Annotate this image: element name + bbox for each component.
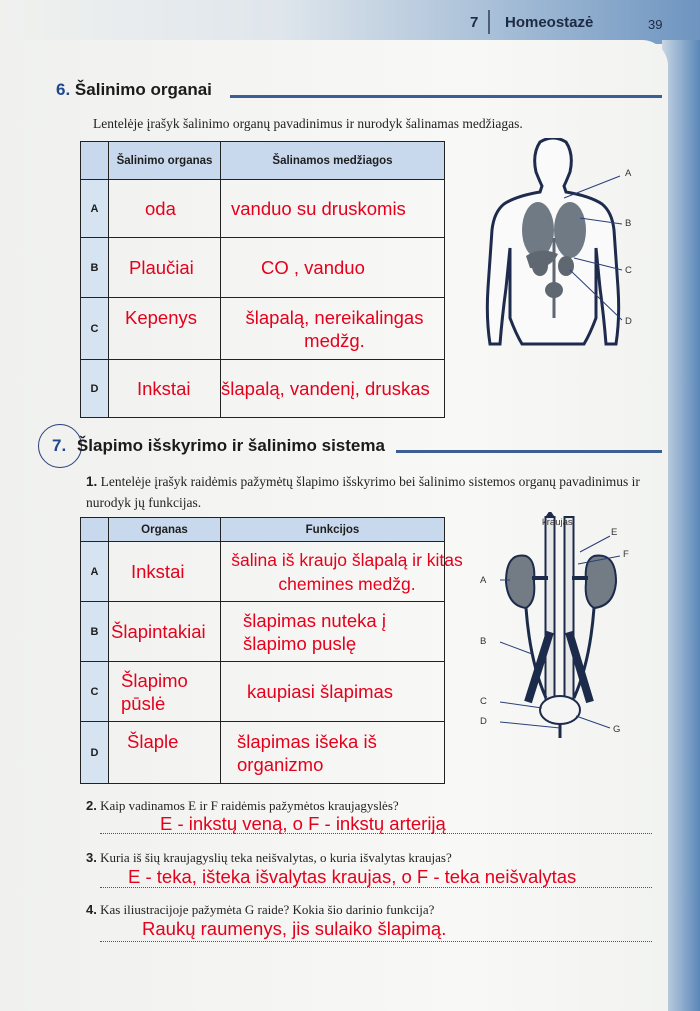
- figure-label-c: C: [480, 696, 487, 707]
- table-row: [81, 542, 445, 602]
- question-number: 4.: [86, 902, 97, 917]
- section6-title: Šalinimo organai: [74, 80, 212, 99]
- figure-label-a: A: [480, 575, 487, 586]
- question-2: [86, 798, 399, 814]
- figure-label-b: B: [625, 218, 632, 229]
- question-4-answer[interactable]: Raukų raumenys, jis sulaiko šlapimą.: [142, 918, 447, 939]
- q1-text: Lentelėje įrašyk raidėmis pažymėtų šlapimo išskyrimo bei šalinimo sistemos organų pavadinimus ir nurodyk jų funkcijas.: [86, 474, 640, 510]
- row-letter: B: [81, 602, 109, 662]
- figure-label-g: G: [613, 724, 621, 735]
- row-letter: C: [81, 662, 109, 722]
- table-corner: [81, 142, 109, 180]
- row-letter: A: [81, 542, 109, 602]
- section6-rule: [230, 95, 662, 98]
- organ-answer[interactable]: Šlapintakiai: [109, 602, 221, 662]
- section7-table: [80, 517, 463, 784]
- table-row: [81, 298, 445, 360]
- organ-answer[interactable]: Inkstai: [109, 360, 221, 418]
- question-text: Kas iliustracijoje pažymėta G raide? Kokia šio darinio funkcija?: [100, 902, 435, 917]
- section6-number: 6.: [56, 80, 71, 99]
- figure-label-blood: kraujas: [542, 517, 573, 528]
- question-number: 3.: [86, 850, 97, 865]
- figure-label-d: D: [480, 716, 487, 727]
- question-2-answer[interactable]: E - inkstų veną, o F - inkstų arteriją: [160, 813, 446, 834]
- section6-table: [80, 141, 445, 418]
- row-letter: C: [81, 298, 109, 360]
- function-answer[interactable]: kaupiasi šlapimas: [221, 662, 445, 722]
- row-letter: A: [81, 180, 109, 238]
- substances-answer[interactable]: šlapalą, nereikalingas medžg.: [221, 298, 445, 360]
- page-header: [0, 0, 700, 44]
- table-row: [81, 238, 445, 298]
- column-header-substances: Šalinamos medžiagos: [221, 142, 445, 180]
- answer-line: [100, 940, 652, 942]
- figure-label-e: E: [611, 527, 618, 538]
- question-4: [86, 902, 434, 918]
- organ-answer[interactable]: Inkstai: [109, 542, 221, 602]
- section6-instruction: Lentelėje įrašyk šalinimo organų pavadinimus ir nurodyk šalinamas medžiagas.: [93, 116, 523, 131]
- page-number: 39: [648, 17, 663, 32]
- substances-answer[interactable]: CO , vanduo: [221, 238, 445, 298]
- substances-answer[interactable]: šlapalą, vandenį, druskas: [221, 360, 445, 418]
- organ-answer[interactable]: Plaučiai: [109, 238, 221, 298]
- organ-answer[interactable]: Šlaple: [109, 722, 221, 784]
- row-letter: B: [81, 238, 109, 298]
- section7-heading: [52, 436, 385, 456]
- organ-answer[interactable]: Kepenys: [109, 298, 221, 360]
- table-row: [81, 722, 445, 784]
- section6-heading: [56, 80, 212, 100]
- header-separator: [488, 10, 490, 34]
- figure-label-a: A: [625, 168, 632, 179]
- section7-question1: [86, 471, 642, 513]
- figure-label-c: C: [625, 265, 632, 276]
- column-header-organ: Šalinimo organas: [109, 142, 221, 180]
- substances-answer[interactable]: vanduo su druskomis: [221, 180, 445, 238]
- row-letter: D: [81, 360, 109, 418]
- function-text: šalina iš kraujo šlapalą ir kitas chemines medžg.: [231, 549, 463, 594]
- chapter-title: Homeostazė: [505, 14, 594, 31]
- q1-number: 1.: [86, 474, 98, 489]
- function-answer[interactable]: šlapimas išeka iš organizmo: [221, 722, 445, 784]
- table-row: [81, 602, 445, 662]
- question-3-answer[interactable]: E - teka, išteka išvalytas kraujas, o F - teka neišvalytas: [128, 866, 577, 887]
- column-header-functions: Funkcijos: [221, 518, 445, 542]
- table-row: [81, 360, 445, 418]
- figure-label-b: B: [480, 636, 487, 647]
- column-header-organ: Organas: [109, 518, 221, 542]
- question-number: 2.: [86, 798, 97, 813]
- section7-title: Šlapimo išskyrimo ir šalinimo sistema: [76, 436, 385, 455]
- row-letter: D: [81, 722, 109, 784]
- question-text: Kuria iš šių kraujagyslių teka neišvalytas, o kuria išvalytas kraujas?: [100, 850, 452, 865]
- table-row: [81, 662, 445, 722]
- question-3: [86, 850, 452, 866]
- section7-rule: [396, 450, 662, 453]
- table-corner: [81, 518, 109, 542]
- question-text: Kaip vadinamos E ir F raidėmis pažymėtos kraujagyslės?: [100, 798, 399, 813]
- table-row: [81, 180, 445, 238]
- function-answer[interactable]: [221, 542, 463, 602]
- function-answer[interactable]: šlapimas nuteka į šlapimo puslę: [221, 602, 445, 662]
- human-body-figure: [478, 138, 648, 350]
- urinary-system-figure: [470, 512, 650, 742]
- organ-answer[interactable]: oda: [109, 180, 221, 238]
- chapter-number: 7: [470, 14, 479, 31]
- section7-number: 7.: [52, 436, 67, 455]
- figure-label-d: D: [625, 316, 632, 327]
- figure-label-f: F: [623, 549, 629, 560]
- organ-answer[interactable]: Šlapimo pūslė: [109, 662, 221, 722]
